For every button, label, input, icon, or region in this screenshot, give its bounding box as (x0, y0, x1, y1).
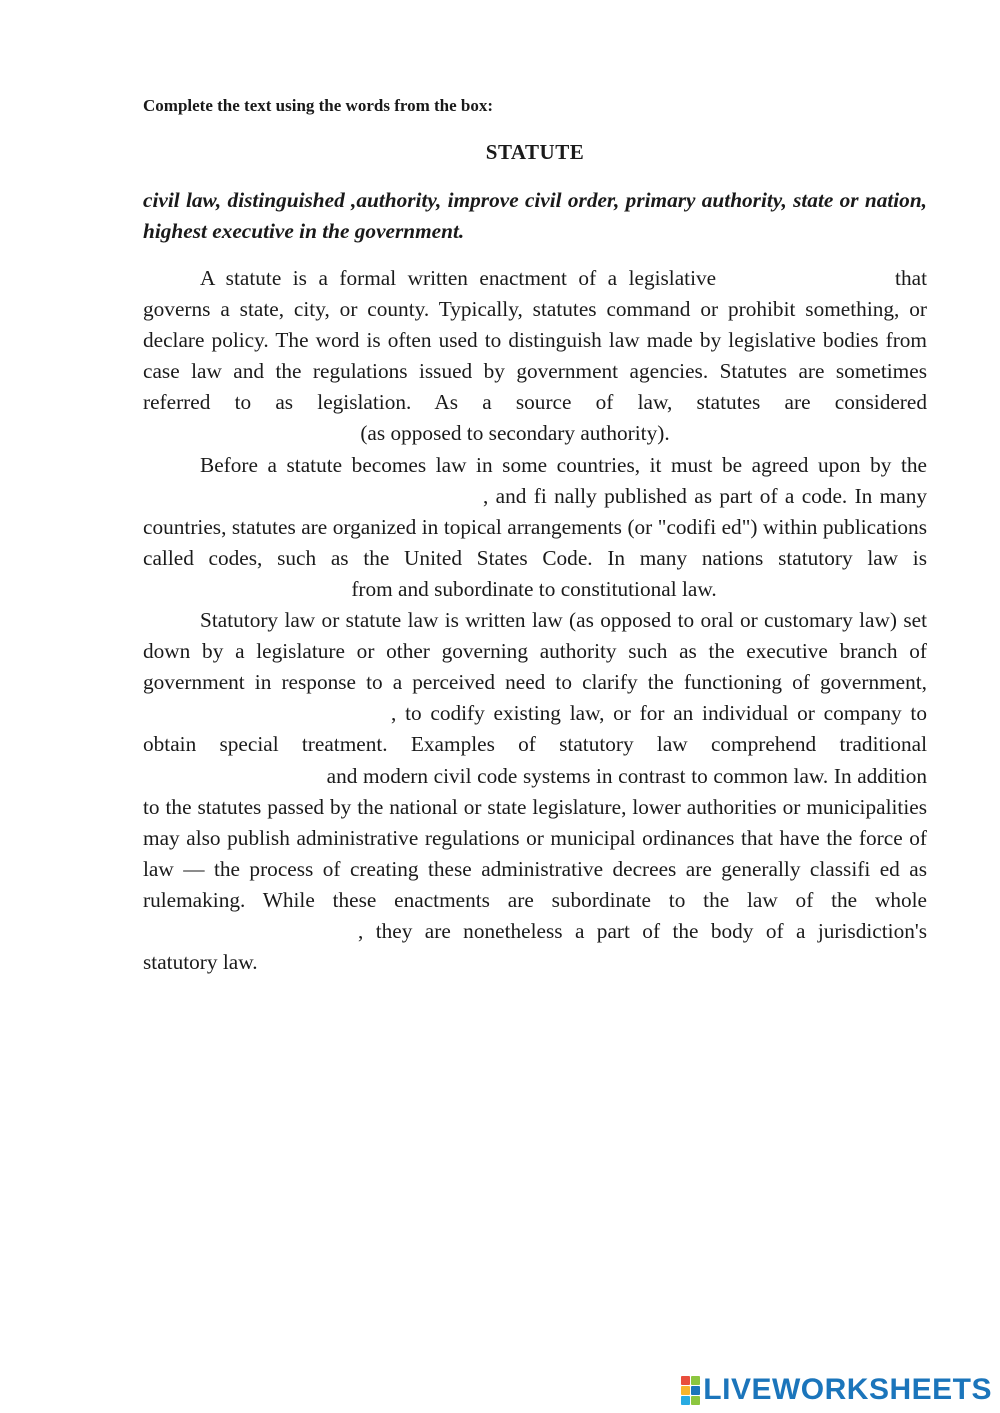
paragraph-2: Before a statute becomes law in some countries, it must be agreed upon by the , and fi nally published as part of a code. In many countries, statutes are organized in topical arrangements (or "codifi ed") within publications called codes, such as the United States Code. In many nations statutory law is from and subordinate to constitutional law. (143, 452, 927, 601)
logo-text: LIVEWORKSHEETS (703, 1373, 992, 1406)
page-title: STATUTE (485, 140, 585, 164)
passage (143, 263, 927, 978)
answer-blank-1[interactable] (728, 284, 884, 285)
answer-blank-3[interactable] (143, 502, 483, 503)
instruction-text: Complete the text using the words from the box: (143, 96, 494, 115)
answer-blank-2[interactable] (143, 439, 355, 440)
answer-blank-6[interactable] (143, 782, 321, 783)
answer-blank-4[interactable] (143, 595, 346, 596)
answer-blank-7[interactable] (143, 937, 358, 938)
paragraph-1: A statute is a formal written enactment of a legislative that governs a state, city, or county. Typically, statutes command or prohibit something, or declare policy. The word is often used to distinguish law made by legislative bodies from case law and the regulations issued by government agencies. Statutes are sometimes referred to as legislation. As a source of law, statutes are considered (as opposed to secondary authority). (143, 266, 927, 446)
paragraph-3: Statutory law or statute law is written law (as opposed to oral or customary law) set down by a legislature or other governing authority such as the executive branch of government in response to a perceived need to clarify the functioning of government, , to codify existing law, or for an individual or company to obtain special treatment. Examples of statutory law comprehend traditional and modern civil code systems in contrast to common law. In addition to the statutes passed by the national or state legislature, lower authorities or municipalities may also publish administrative regulations or municipal ordinances that have the force of law — the process of creating these administrative decrees are generally classifi ed as rulemaking. While these enactments are subordinate to the law of the whole , they are nonetheless a part of the body of a jurisdiction's statutory law. (143, 608, 927, 975)
answer-blank-5[interactable] (143, 719, 391, 720)
logo-mark-icon (681, 1376, 700, 1405)
word-box: civil law, distinguished ,authority, improve civil order, primary authority, state or nation, highest executive in the government. (143, 188, 927, 243)
liveworksheets-logo (681, 1373, 992, 1407)
